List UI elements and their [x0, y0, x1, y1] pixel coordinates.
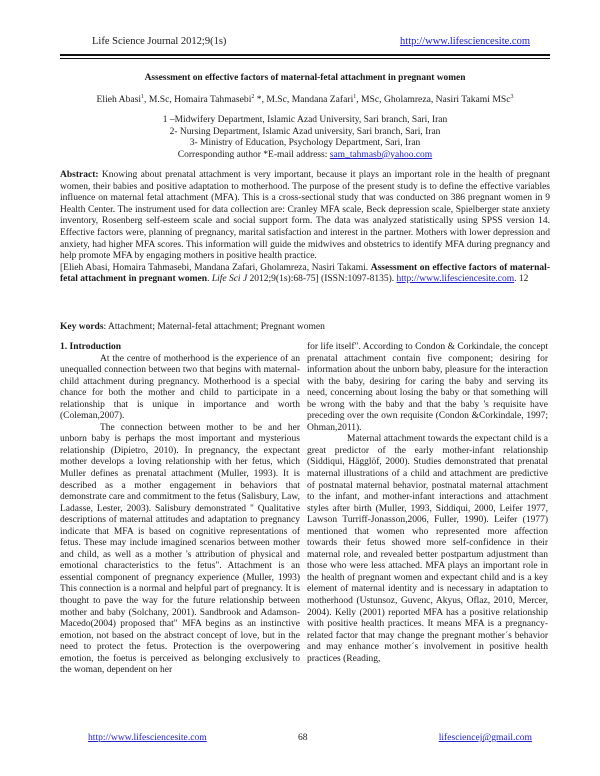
author-name: Elieh Abasi	[96, 94, 142, 106]
citation-authors: [Elieh Abasi, Homaira Tahmasebi, Mandana Zafari, Gholamreza, Nasiri Takami.	[60, 262, 371, 273]
citation-title: Assessment on effective factors of maternal-fetal attachment in pregnant women	[60, 262, 550, 285]
author-degree: , M.Sc,	[144, 94, 175, 106]
author-name: Mandana Zafari	[291, 94, 354, 106]
corresponding-author	[60, 150, 550, 162]
citation-suffix: . 12	[514, 274, 529, 285]
footer-url-link[interactable]: http://www.lifesciencesite.com	[88, 732, 207, 743]
corresponding-email-link[interactable]: sam_tahmasb@yahoo.com	[329, 149, 433, 160]
affiliation-marker: 3	[510, 94, 514, 100]
citation-journal: Life Sci J	[211, 274, 248, 285]
affiliation-1: 1 –Midwifery Department, Islamic Azad University, Sari branch, Sari, Iran	[162, 115, 448, 125]
affiliation-2: 2- Nursing Department, Islamic Azad university, Sari branch, Sari, Iran	[169, 126, 441, 137]
body-column-left	[60, 342, 300, 677]
article-title: Assessment on effective factors of maternal-fetal attachment in pregnant women	[144, 73, 466, 83]
author-list	[60, 94, 550, 105]
abstract: Abstract: Knowing about prenatal attachment is very important, because it plays an important role in the health of pregnant women, their babies and positive adaptation to motherhood. The purpose of the present study is to define the effective variables influence on maternal fetal attachment (MFA). This is a cross-sectional study that was conducted on 386 pregnant women in 9 Health Center. The instrument used for data collection are: Cranley MFA scale, Beck depression scale, Spielberger state anxiety inventory, Rosenberg self-esteem scale and social support form. The data was analyzed statistically using SPSS version 14. Effective factors were, planning of pregnancy, marital satisfaction and interest in the partner. Mothers with lower depression and anxiety, had higher MFA scores. This information will guide the midwives and obstetrics to identify MFA during pregnancy and help promote MFA by engaging mothers in positive health practice. [Elieh Abasi, Homaira Tahmasebi, Mandana Zafari, Gholamreza, Nasiri Takami. Assessment on effective factors of maternal-fetal attachment in pregnant women. Life Sci J 2012;9(1s):68-75] (ISSN:1097-8135). http://www.lifesciencesite.com. 12	[60, 170, 550, 285]
abstract-text: Knowing about prenatal attachment is very important, because it plays an important role in the health of pregnant women, their babies and positive adaptation to motherhood. The purpose of the present study is to define the effective variables influence on maternal fetal attachment (MFA). This is a cross-sectional study that was conducted on 386 pregnant women in 9 Health Center. The instrument used for data collection are: Cranley MFA scale, Beck depression scale, Spielberger state anxiety inventory, Rosenberg self-esteem scale and social support form. The data was analyzed statistically using SPSS version 14. Effective factors were, planning of pregnancy, marital satisfaction and interest in the partner. Mothers with lower depression and anxiety, had higher MFA scores. This information will guide the midwives and obstetrics to identify MFA during pregnancy and help promote MFA by engaging mothers in positive health practice.	[60, 170, 550, 262]
citation-details: 2012;9(1s):68-75] (ISSN:1097-8135).	[247, 274, 397, 285]
paragraph: The connection between mother to be and her unborn baby is perhaps the most important and mysterious relationship (Dipietro, 2010). In pregnancy, the expectant mother develops a loving relationship with her fetus, which Muller defines as prenatal attachment (Muller, 1993). It is described as a mother engagement in behaviors that demonstrate care and commitment to the fetus (Salisbury, Law, Ladasse, Lester, 2003). Salisbury demonstrated " Qualitative descriptions of maternal attitudes and adaptation to pregnancy indicate that MFA is based on cognitive representations of fetus. These may include imagined scenarios between mother and child, as well as a mother 's attribution of physical and emotional characteristics to the fetus". Attachment is an essential component of pregnancy experience (Muller, 1993) This connection is a normal and helpful part of pregnancy. It is thought to pave the way for the future relationship between mother and baby (Solchany, 2001). Sandbrook and Adamson-Macedo(2004) proposed that" MFA begins as an instinctive emotion, not based on the abstract concept of love, but in the need to protect the fetus. Protection is the overpowering emotion, the foetus is perceived as belonging exclusively to the woman, dependent on her	[60, 422, 300, 676]
affiliation-marker: 1	[353, 94, 357, 100]
corresponding-label: Corresponding author *E-mail address:	[177, 149, 330, 160]
keywords-label: Key words	[60, 322, 104, 332]
author-degree: *, M.Sc,	[254, 94, 292, 106]
citation-url-link[interactable]: http://www.lifesciencesite.com	[396, 274, 515, 285]
abstract-label: Abstract:	[60, 170, 99, 180]
author-name: Homaira Tahmasebi	[174, 94, 252, 106]
paragraph: At the centre of motherhood is the experience of an unequalled connection between two that begins with maternal-child attachment during pregnancy. Motherhood is a special chance for both the mother and child to participate in a relationship that is unique in importance and worth (Coleman,2007).	[60, 353, 300, 422]
affiliation-marker: 1	[141, 94, 145, 100]
header-rule-thick	[60, 54, 550, 56]
affiliation-3: 3- Ministry of Education, Psychology Department, Sari, Iran	[189, 138, 421, 149]
author-name: Gholamreza, Nasiri Takami MSc	[383, 94, 511, 106]
paragraph: Maternal attachment towards the expectant child is a great predictor of the early mother-infant relationship (Siddiqui, Hägglöf, 2000). Studies demonstrated that prenatal maternal illustrations of a child and attachment are predictive of postnatal maternal behavior, postnatal maternal attachment to the infant, and mother-infant interactions and attachment styles after birth (Muller, 1993, Siddiqui, 2000, Leifer 1977, Lawson Turriff-Jonasson,2006, Fuller, 1990). Leifer (1977) mentioned that women who represented more affection towards their fetus showed more self-confidence in their maternal role, and revealed better postpartum adjustment than those who were less attached. MFA plays an important role in the health of pregnant women and expectant child and is a key element of maternal identity and is necessary in adaptation to motherhood (Ustunsoz, Guvenc, Akyus, Oflaz, 2010, Mercer, 2004). Kelly (2001) reported MFA has a positive relationship with positive health practices. It means MFA is a pregnancy-related factor that may change the pregnant mother´s behavior and may enhance mother´s involvement in positive health practices (Reading,	[307, 434, 548, 664]
affiliation-marker: 2	[251, 94, 255, 100]
page-number: 68	[298, 732, 308, 743]
affiliations	[60, 115, 550, 161]
journal-name: Life Science Journal 2012;9(1s)	[92, 36, 227, 47]
keywords	[60, 322, 550, 332]
keywords-list: : Attachment; Maternal-fetal attachment; Pregnant women	[103, 322, 325, 332]
running-header	[60, 36, 550, 50]
paragraph: for life itself". According to Condon & Corkindale, the concept prenatal attachment contain five component; desiring for information about the unborn baby, pleasure for the interaction with the baby, desiring for caring the baby and serving its need, concerning about losing the baby or that something will be wrong with the baby and that the baby 's requisite have preceding over the own requisite (Condon &Corkindale, 1997; Ohman,2011).	[307, 342, 548, 433]
header-rule-thin	[60, 58, 550, 59]
body-column-right	[307, 342, 548, 665]
journal-url-link[interactable]: http://www.lifesciencesite.com	[400, 36, 530, 47]
author-degree: , MSc,	[356, 94, 384, 106]
footer-email-link[interactable]: lifesciencej@gmail.com	[438, 732, 532, 743]
section-heading-introduction: 1. Introduction	[60, 342, 122, 352]
